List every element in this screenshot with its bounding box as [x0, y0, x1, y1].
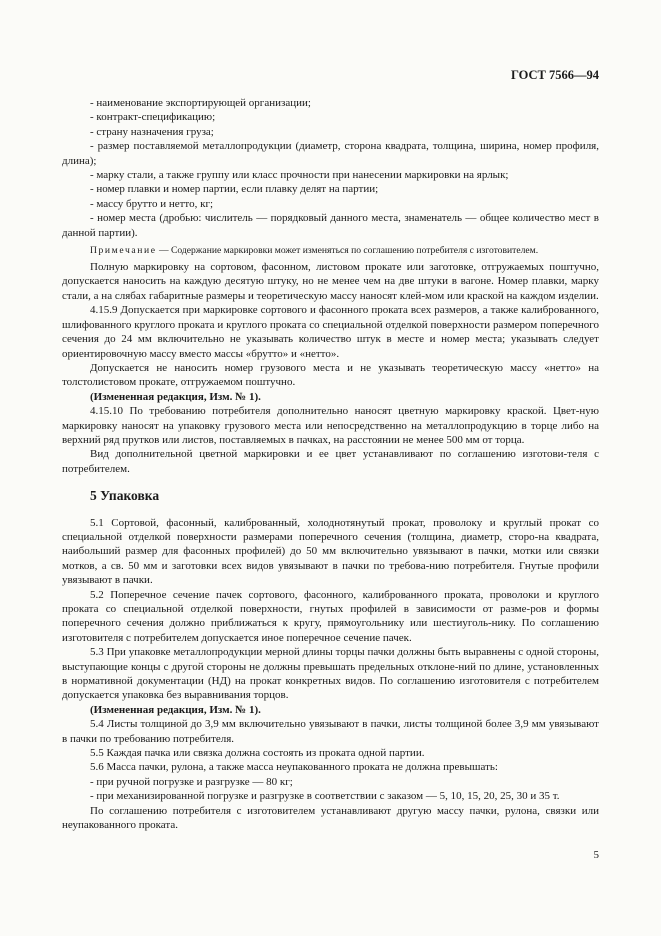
- paragraph: 5.4 Листы толщиной до 3,9 мм включительно увязывают в пачки, листы толщиной более 3,9 мм увязывают в пачки по требованию потребителя.: [62, 718, 599, 745]
- section-heading: 5 Упаковка: [90, 488, 160, 504]
- paragraph: 4.15.10 По требованию потребителя дополнительно наносят цветную маркировку краской. Цвет-ную маркировку наносят на упаковку грузового места или непосредственно на металлопродукцию в торце либо на верхний ряд прутков или листов, поставляемых в пачках, на расстоянии не менее 500 мм от торца.: [62, 405, 599, 446]
- list-item: - при ручной погрузке и разгрузке — 80 кг;: [90, 775, 293, 788]
- list-item: - номер плавки и номер партии, если плавку делят на партии;: [90, 183, 379, 196]
- paragraph: 4.15.9 Допускается при маркировке сортового и фасонного проката всех размеров, а также калиброванного, шлифованного круглого проката и круглого проката со специальной отделкой поверхности размером поперечного сечения до 24 мм включительно не указывать количество штук в месте и номер места; указывать следует ориентировочную массу вместо массы «брутто» и «нетто».: [62, 304, 599, 360]
- note: [62, 244, 599, 257]
- paragraph: 5.3 При упаковке металлопродукции мерной длины торцы пачки должны быть выравнены с одной стороны, выступающие концы с другой стороны не должны превышать предельных отклоне-ний по длине, установленных в нормативной документации (НД) на прокат конкретных видов. По соглашению изготовителя с потребителем допускается упаковка без выравнивания торцов.: [62, 646, 599, 702]
- list-item: - наименование экспортирующей организации;: [90, 97, 311, 109]
- list-item: - массу брутто и нетто, кг;: [90, 197, 214, 210]
- list-item: - номер места (дробью: числитель — порядковый данного места, знаменатель — общее количество мест в данной партии).: [62, 212, 599, 239]
- paragraph: Полную маркировку на сортовом, фасонном, листовом прокате или заготовке, отгружаемых поштучно, допускается наносить на каждую десятую штуку, но не менее чем на две штуки в вагоне. Номер плавки, марку стали, а на слябах габаритные размеры и теоретическую массу наносят клей-мом или краской на каждом изделии.: [62, 261, 599, 302]
- paragraph: 5.6 Масса пачки, рулона, а также масса неупакованного проката не должна превышать:: [90, 761, 498, 774]
- amendment-note: (Измененная редакция, Изм. № 1).: [90, 703, 261, 716]
- paragraph: Допускается не наносить номер грузового места и не указывать теоретическую массу «нетто» на толстолистовом прокате, отгружаемом поштучно.: [62, 361, 599, 389]
- list-item: - марку стали, а также группу или класс прочности при нанесении маркировки на ярлык;: [90, 169, 509, 182]
- paragraph: 5.5 Каждая пачка или связка должна состоять из проката одной партии.: [90, 747, 425, 760]
- paragraph: 5.1 Сортовой, фасонный, калиброванный, холоднотянутый прокат, проволоку и круглый прокат со специальной отделкой поверхности размерами поперечного сечения (толщина, диаметр, сторо-на квадрата, наибольший размер для фасонных профилей) до 50 мм включительно увязывают в пачки, мотки или связки мотков, а св. 50 мм и заготовки всех видов увязывают в пачки по требова-нию потребителя. Гнутые профили увязывают в пачки.: [62, 516, 599, 587]
- note-text: — Содержание маркировки может изменяться по соглашению потребителя с изготовителем.: [156, 245, 539, 257]
- page-number: 5: [593, 849, 599, 861]
- paragraph: По соглашению потребителя с изготовителем устанавливают другую массу пачки, рулона, связки или неупакованного проката.: [62, 804, 599, 832]
- document-header: ГОСТ 7566—94: [510, 68, 599, 82]
- amendment-note: (Измененная редакция, Изм. № 1).: [90, 390, 261, 403]
- paragraph: 5.2 Поперечное сечение пачек сортового, фасонного, калиброванного проката, проволоки и круглого проката со специальной отделкой поверхности, гнутых профилей в зависимости от разме-ров и формы поперечного сечения должно приближаться к кругу, прямоугольнику или шестиуголь-нику. По соглашению изготовителя с потребителем допускается иное поперечное сечение пачек.: [62, 588, 599, 644]
- list-item: - при механизированной погрузке и разгрузке в соответствии с заказом — 5, 10, 15, 20, 25, 30 и 35 т.: [90, 790, 560, 803]
- list-item: - размер поставляемой металлопродукции (диаметр, сторона квадрата, толщина, ширина, номер профиля, длина);: [62, 140, 599, 167]
- list-item: - контракт-спецификацию;: [90, 111, 216, 124]
- paragraph: Вид дополнительной цветной маркировки и ее цвет устанавливают по соглашению изготови-теля с потребителем.: [62, 448, 599, 475]
- note-lead: Примечание: [90, 245, 157, 257]
- page-content: [62, 96, 599, 833]
- list-item: - страну назначения груза;: [90, 125, 214, 138]
